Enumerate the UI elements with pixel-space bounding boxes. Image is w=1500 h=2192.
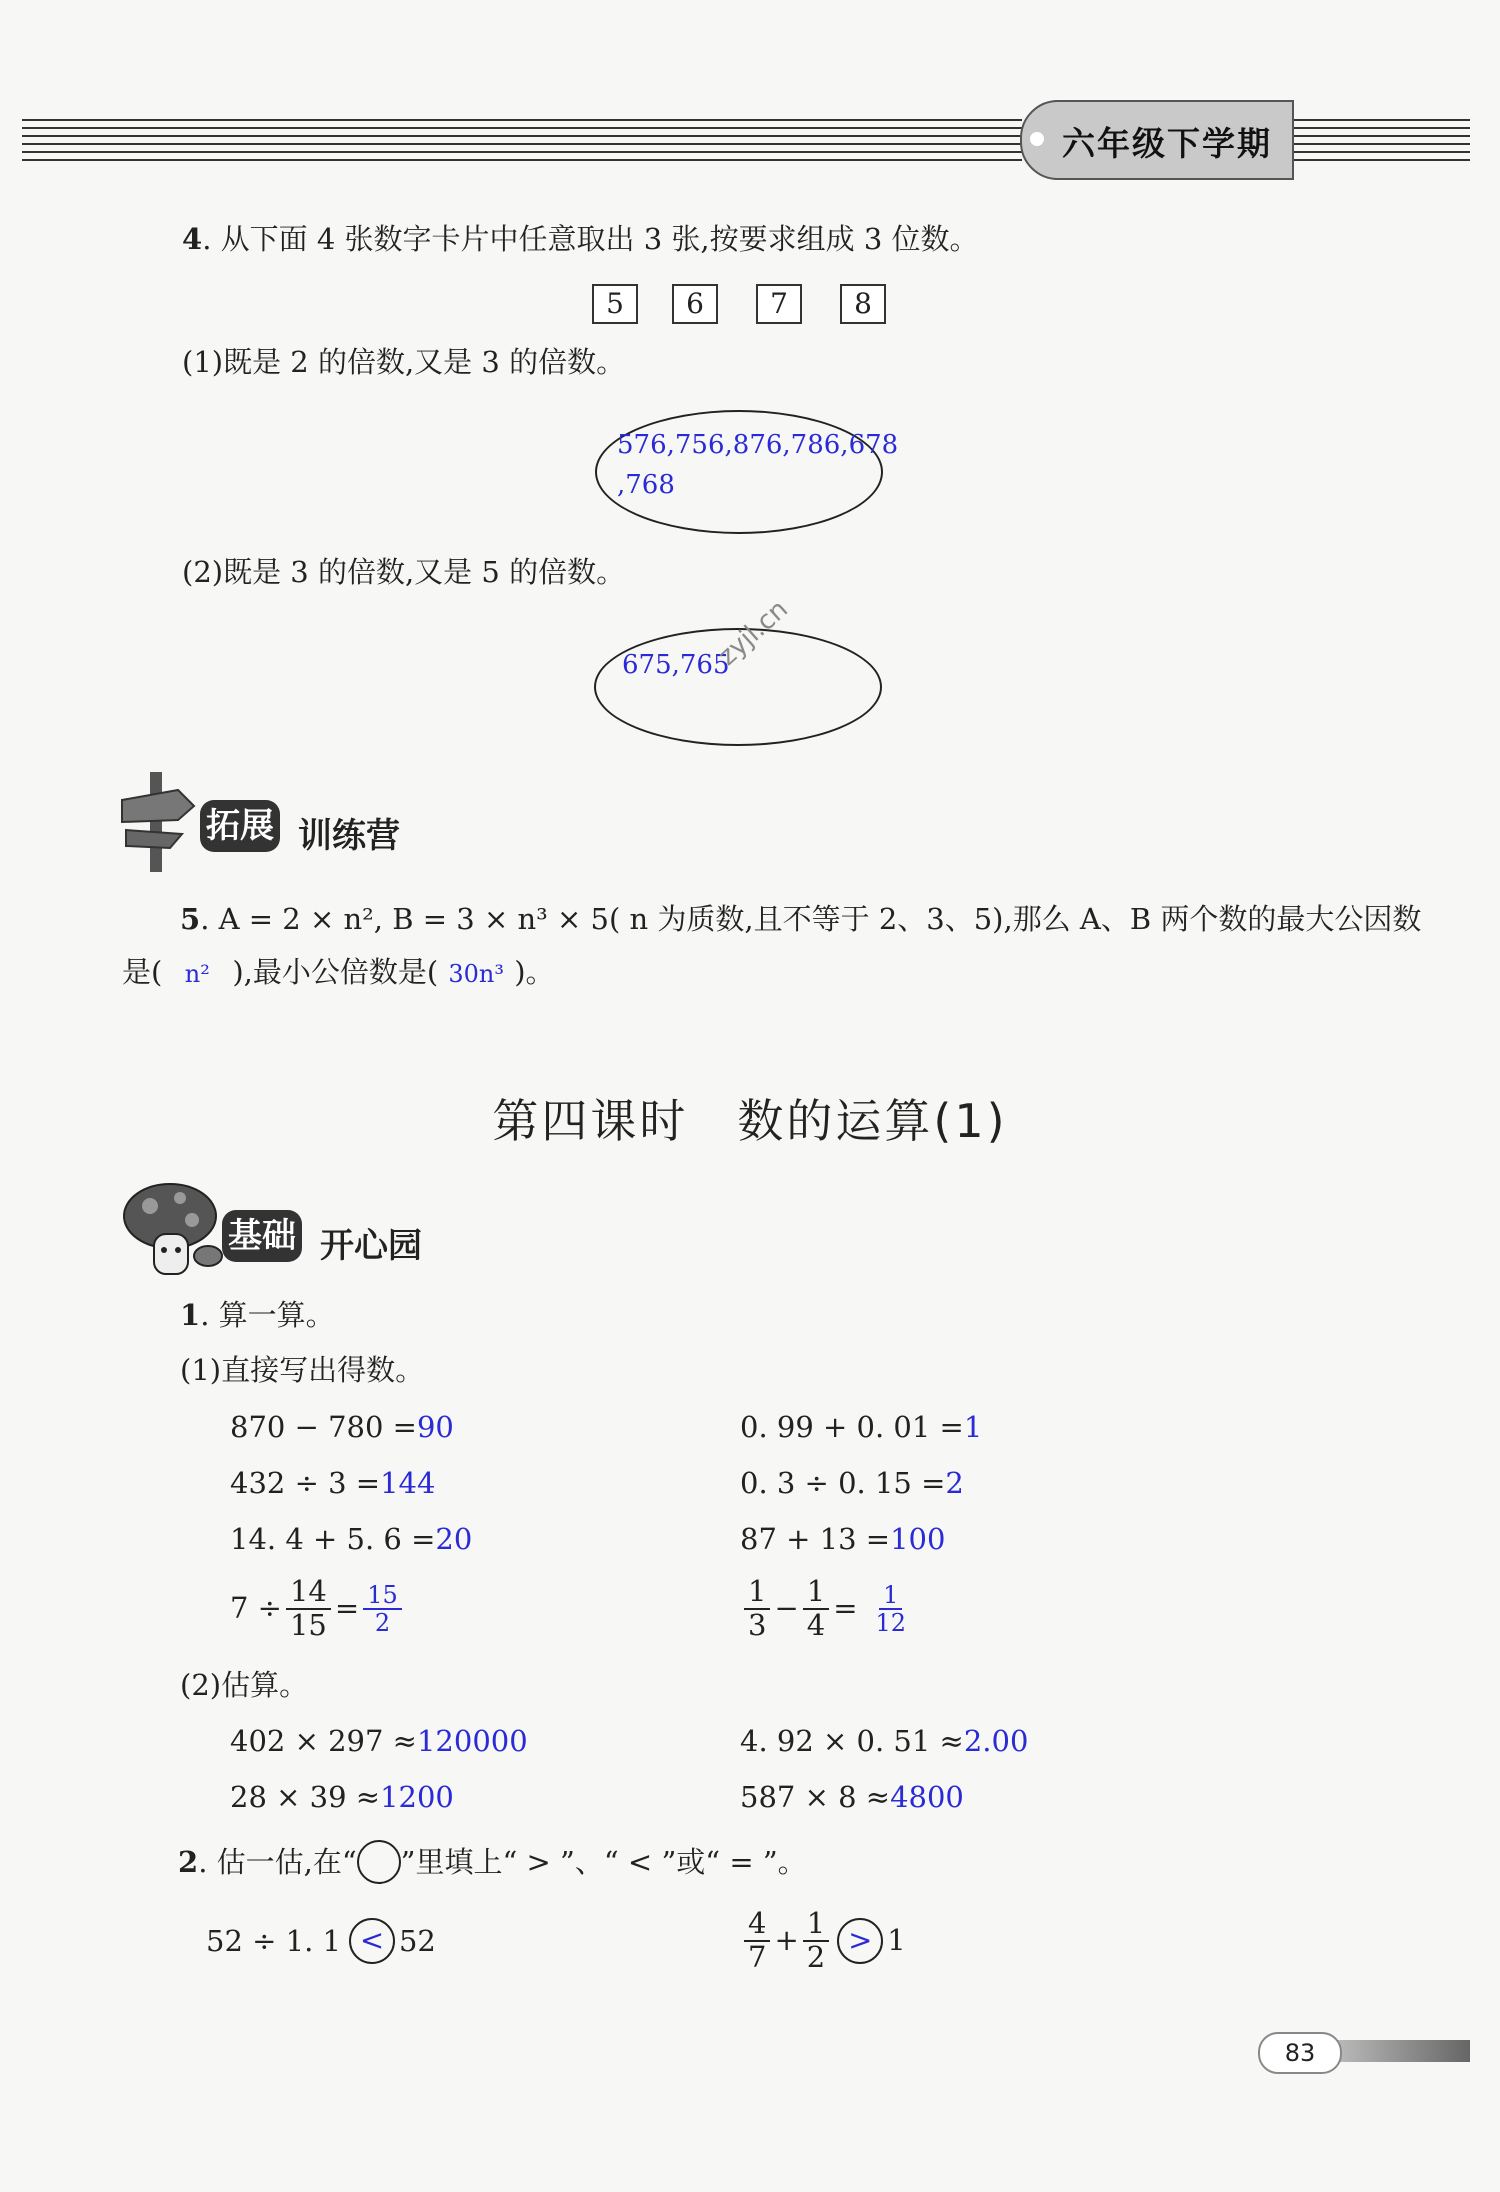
compare-answer-circle: <	[349, 1918, 395, 1964]
numerator: 1	[744, 1576, 770, 1610]
estimate-answer: 4800	[890, 1780, 964, 1814]
calc-expr: 14. 4 + 5. 6 =	[230, 1522, 436, 1556]
numerator: 15	[363, 1582, 402, 1610]
q5-gcd-answer: n²	[184, 960, 210, 988]
calc-expr: 432 ÷ 3 =	[230, 1466, 381, 1500]
q4-prompt	[182, 222, 979, 257]
calc-expr: 870 − 780 =	[230, 1410, 417, 1444]
grade-label: 六年级下学期	[1062, 124, 1272, 163]
fraction	[744, 1908, 770, 1974]
denominator: 3	[748, 1607, 767, 1642]
fraction	[744, 1576, 770, 1642]
q4-answer2: 675,765	[622, 650, 730, 680]
calc-answer: 20	[435, 1522, 473, 1556]
estimate-expr: 4. 92 × 0. 51 ≈	[740, 1724, 964, 1758]
footer-bar	[1335, 2040, 1470, 2062]
calc-item	[230, 1410, 454, 1445]
page-number: 83	[1258, 2032, 1342, 2074]
equals-sign: =	[833, 1591, 858, 1626]
section-title-basic: 开心园	[320, 1226, 422, 1266]
denominator: 7	[748, 1939, 767, 1974]
compare-answer-circle: >	[837, 1918, 883, 1964]
denominator: 4	[806, 1607, 826, 1642]
fraction	[803, 1908, 829, 1974]
q2-title	[178, 1840, 807, 1884]
watermark: zyjl.cn	[712, 594, 794, 672]
calc-item	[740, 1466, 964, 1501]
calc-expr: 7 ÷	[230, 1591, 282, 1626]
signpost-icon	[118, 772, 198, 872]
compare-right	[740, 1908, 906, 1974]
denominator: 2	[374, 1608, 391, 1637]
mushroom-icon	[120, 1178, 230, 1278]
q5-lcm-answer: 30n³	[448, 960, 504, 988]
fraction	[286, 1576, 331, 1642]
compare-rhs: 1	[887, 1923, 906, 1958]
numerator: 1	[803, 1576, 829, 1610]
q5-line1-text: . A = 2 × n², B = 3 × n³ × 5( n 为质数,且不等于 2、3、5),那么 A、B 两个数的最大公因数	[200, 902, 1422, 936]
fraction-answer	[363, 1582, 402, 1637]
digit-card: 5	[592, 284, 638, 324]
estimate-expr: 402 × 297 ≈	[230, 1724, 417, 1758]
calc-answer: 2	[945, 1466, 964, 1500]
operator: +	[774, 1923, 799, 1958]
estimate-item	[740, 1724, 1028, 1759]
estimate-item	[230, 1780, 454, 1815]
section-pill-extend: 拓展	[200, 800, 280, 852]
q2-number: 2	[178, 1844, 199, 1879]
q5-text-a: 是(	[122, 955, 163, 989]
calc-expr: 0. 99 + 0. 01 =	[740, 1410, 964, 1444]
tab-dot-icon	[1030, 132, 1044, 146]
q4-prompt-text: . 从下面 4 张数字卡片中任意取出 3 张,按要求组成 3 位数。	[202, 222, 979, 256]
numerator: 1	[803, 1908, 829, 1942]
q1-sub1: (1)直接写出得数。	[180, 1353, 425, 1387]
numerator: 14	[286, 1576, 331, 1610]
q5-line1	[180, 902, 1421, 937]
calc-item	[740, 1410, 982, 1445]
calc-item	[230, 1522, 472, 1557]
compare-left	[206, 1918, 436, 1964]
calc-answer: 144	[380, 1466, 436, 1500]
numerator: 4	[744, 1908, 770, 1942]
q5-text-b: ),最小公倍数是(	[232, 955, 439, 989]
section-pill-basic: 基础	[222, 1210, 302, 1262]
q5-number: 5	[180, 902, 201, 936]
digit-card: 7	[756, 284, 802, 324]
lesson-title: 第四课时 数的运算(1)	[492, 1094, 1008, 1148]
denominator: 12	[875, 1608, 907, 1637]
q4-sub1: (1)既是 2 的倍数,又是 3 的倍数。	[182, 345, 626, 379]
blank-circle-icon	[357, 1840, 401, 1884]
calc-expr: 87 + 13 =	[740, 1522, 891, 1556]
estimate-answer: 1200	[380, 1780, 454, 1814]
digit-card: 8	[840, 284, 886, 324]
q4-answer1-line2: ,768	[617, 470, 675, 500]
q1-sub2: (2)估算。	[180, 1668, 309, 1702]
q4-number: 4	[182, 222, 203, 256]
calc-answer: 100	[890, 1522, 946, 1556]
denominator: 15	[289, 1607, 327, 1642]
operator: −	[774, 1591, 799, 1626]
fraction-calc-right	[740, 1576, 914, 1642]
calc-item	[230, 1466, 435, 1501]
fraction	[803, 1576, 829, 1642]
calc-answer: 90	[416, 1410, 454, 1444]
q5-line2	[122, 955, 555, 990]
q2-title-a: . 估一估,在“	[198, 1844, 357, 1879]
estimate-expr: 28 × 39 ≈	[230, 1780, 381, 1814]
fraction-answer	[872, 1582, 911, 1637]
q1-number: 1	[180, 1298, 201, 1332]
estimate-answer: 120000	[416, 1724, 528, 1758]
digit-card: 6	[672, 284, 718, 324]
calc-expr: 0. 3 ÷ 0. 15 =	[740, 1466, 946, 1500]
denominator: 2	[806, 1939, 826, 1974]
equals-sign: =	[334, 1591, 360, 1626]
calc-item	[740, 1522, 945, 1557]
compare-expr: 52 ÷ 1. 1	[206, 1923, 341, 1958]
q5-text-c: )。	[514, 955, 555, 989]
q1-title-text: . 算一算。	[200, 1298, 335, 1332]
q4-answer1-line1: 576,756,876,786,678	[617, 430, 899, 460]
section-title-extend: 训练营	[298, 816, 400, 856]
q1-title	[180, 1298, 335, 1333]
estimate-item	[230, 1724, 528, 1759]
q4-sub2: (2)既是 3 的倍数,又是 5 的倍数。	[182, 555, 626, 589]
calc-answer: 1	[963, 1410, 983, 1444]
fraction-calc-left	[230, 1576, 406, 1642]
compare-rhs: 52	[398, 1923, 436, 1958]
q2-title-b: ”里填上“ > ”、“ < ”或“ = ”。	[400, 1844, 807, 1879]
estimate-answer: 2.00	[963, 1724, 1029, 1758]
estimate-expr: 587 × 8 ≈	[740, 1780, 891, 1814]
estimate-item	[740, 1780, 964, 1815]
numerator: 1	[879, 1582, 902, 1610]
